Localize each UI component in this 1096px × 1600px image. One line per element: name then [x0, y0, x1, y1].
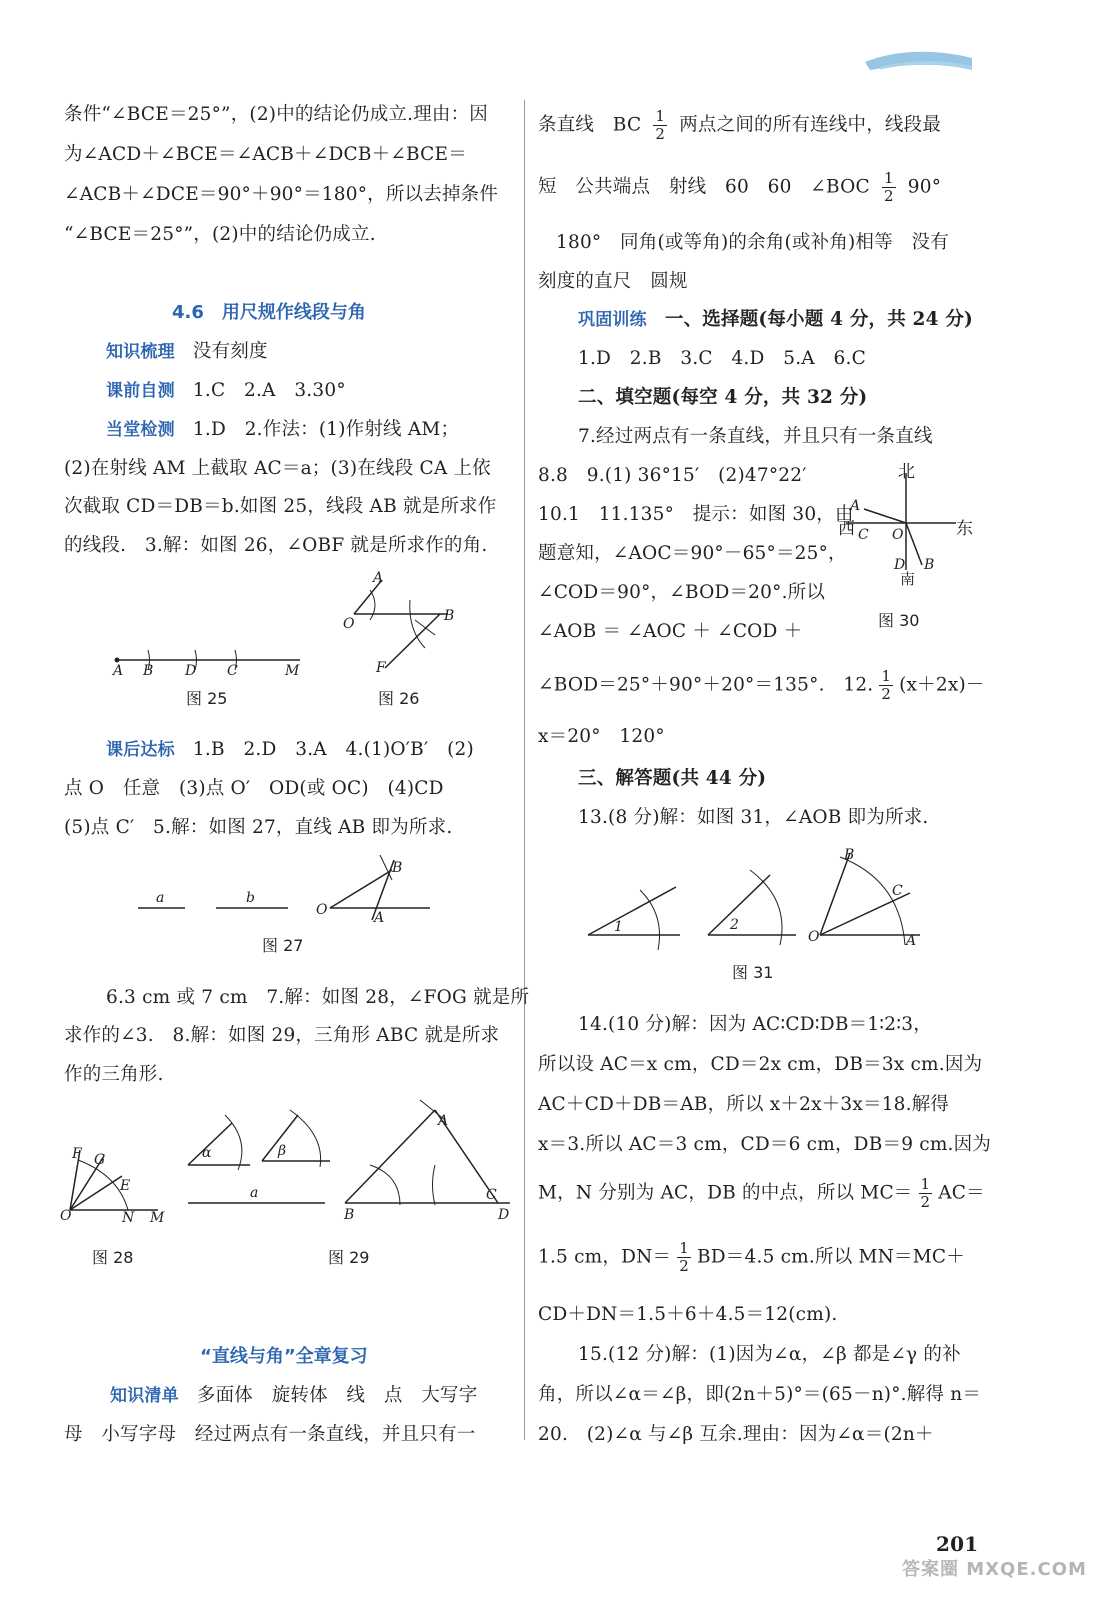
- right-line-23: [538, 1240, 965, 1275]
- figure-28: [58, 1140, 178, 1230]
- fig26-caption: 图 26: [378, 689, 420, 708]
- right-line-16: 三、解答题(共 44 分): [578, 768, 767, 789]
- right-line-6: 1.D 2.B 3.C 4.D 5.A 6.C: [578, 348, 866, 369]
- r14b: (x＋2x)－: [899, 674, 985, 696]
- left-kh-3: (5)点 C′ 5.解：如图 27，直线 AB 即为所求.: [64, 817, 453, 838]
- svg-text:F: F: [376, 660, 386, 676]
- fig29-caption: 图 29: [328, 1248, 370, 1267]
- figure-31: [580, 845, 930, 955]
- frac-4: [919, 1176, 933, 1211]
- left-line-4: “∠BCE＝25°”，(2)中的结论仍成立.: [64, 224, 376, 245]
- frac-1-num: 1: [655, 107, 666, 125]
- zhishi-text: 没有刻度: [192, 341, 268, 362]
- fig27-caption: 图 27: [262, 936, 304, 955]
- svg-text:E: E: [120, 1178, 131, 1194]
- frac-1-den: 2: [655, 125, 666, 143]
- compass-east: 东: [956, 519, 973, 539]
- right-line-8: 7.经过两点有一条直线，并且只有一条直线: [578, 426, 933, 447]
- fig28-caption: 图 28: [92, 1248, 134, 1267]
- zhishi-label: 知识梳理: [106, 342, 175, 362]
- svg-text:O: O: [316, 902, 328, 918]
- frac-3-num: 1: [881, 667, 892, 685]
- kehou-line: [106, 735, 474, 761]
- svg-text:M: M: [150, 1210, 165, 1226]
- svg-text:2: 2: [730, 917, 739, 933]
- svg-text:β: β: [278, 1143, 287, 1159]
- compass-west: 西: [838, 519, 855, 539]
- svg-text:b: b: [246, 890, 255, 906]
- svg-text:A: A: [438, 1113, 449, 1129]
- frac-3-den: 2: [881, 685, 892, 703]
- right-line-18: 14.(10 分)解：因为 AC∶CD∶DB＝1∶2∶3，: [578, 1014, 932, 1035]
- r1a: 条直线 BC: [538, 114, 642, 136]
- right-line-9: 8.8 9.(1) 36°15′ (2)47°22′: [538, 465, 807, 486]
- right-line-7: 二、填空题(每空 4 分，共 32 分): [578, 387, 868, 408]
- frac-2-den: 2: [883, 187, 894, 205]
- right-line-21: x＝3.所以 AC＝3 cm，CD＝6 cm，DB＝9 cm.因为: [538, 1134, 992, 1155]
- right-line-3: 180° 同角(或等角)的余角(或补角)相等 没有: [556, 232, 949, 253]
- frac-1: [653, 108, 667, 143]
- left-dt-3: 次截取 CD＝DB＝b.如图 25，线段 AB 就是所求作: [64, 496, 497, 517]
- dangtang-line: [106, 415, 459, 441]
- gonggu-label: 巩固训练: [578, 310, 647, 330]
- svg-text:C: C: [892, 883, 903, 899]
- left-line-1: 条件“∠BCE＝25°”，(2)中的结论仍成立.理由：因: [64, 104, 488, 125]
- frac-5: [677, 1240, 691, 1275]
- svg-text:A: A: [906, 933, 917, 949]
- review-title: “直线与角”全章复习: [200, 1346, 368, 1367]
- svg-text:B: B: [344, 1207, 355, 1223]
- r23b: BD＝4.5 cm.所以 MN＝MC＋: [696, 1246, 965, 1268]
- zhishi-line: [106, 337, 268, 363]
- left-67b: 求作的∠3. 8.解：如图 29，三角形 ABC 就是所求: [64, 1025, 500, 1046]
- zhishiqingdan-line: [110, 1381, 477, 1407]
- right-line-12: ∠COD＝90°，∠BOD＝20°.所以: [538, 582, 826, 603]
- r1b: 两点之间的所有连线中，线段最: [679, 114, 942, 136]
- svg-text:F: F: [72, 1146, 82, 1162]
- fig30-caption: 图 30: [878, 611, 920, 630]
- right-line-1: [538, 108, 941, 143]
- svg-text:O: O: [892, 527, 904, 543]
- keqian-label: 课前自测: [106, 381, 175, 401]
- svg-text:a: a: [156, 890, 165, 906]
- dangtang-label: 当堂检测: [106, 420, 175, 440]
- right-line-20: AC＋CD＋DB＝AB，所以 x＋2x＋3x＝18.解得: [538, 1094, 950, 1115]
- frac-2-num: 1: [883, 169, 894, 187]
- svg-text:A: A: [850, 498, 861, 514]
- right-line-25: 15.(12 分)解：(1)因为∠α，∠β 都是∠γ 的补: [578, 1344, 961, 1365]
- frac-4-num: 1: [920, 1175, 931, 1193]
- svg-text:1: 1: [614, 919, 623, 935]
- svg-text:C: C: [486, 1187, 497, 1203]
- frac-4-den: 2: [920, 1193, 931, 1211]
- svg-text:A: A: [373, 570, 384, 586]
- svg-text:B: B: [392, 860, 403, 876]
- kehou-label: 课后达标: [106, 740, 175, 760]
- svg-text:C: C: [227, 663, 238, 679]
- figure-25: [110, 640, 310, 680]
- svg-text:O: O: [343, 616, 355, 632]
- keqian-text: 1.C 2.A 3.30°: [192, 380, 346, 401]
- svg-text:α: α: [202, 1145, 212, 1161]
- right-line-27: 20. (2)∠α 与∠β 互余.理由：因为∠α＝(2n＋: [538, 1424, 934, 1445]
- svg-text:D: D: [498, 1207, 510, 1223]
- r14a: ∠BOD＝25°＋90°＋20°＝135°. 12.: [538, 674, 874, 696]
- left-dt-4: 的线段. 3.解：如图 26，∠OBF 就是所求作的角.: [64, 535, 488, 556]
- left-line-2: 为∠ACD＋∠BCE＝∠ACB＋∠DCB＋∠BCE＝: [64, 144, 467, 165]
- left-line-3: ∠ACB＋∠DCE＝90°＋90°＝180°，所以去掉条件: [64, 184, 499, 205]
- svg-text:M: M: [285, 663, 300, 679]
- left-zq-2: 母 小写字母 经过两点有一条直线，并且只有一: [64, 1424, 476, 1445]
- dangtang-text: 1.D 2.作法：(1)作射线 AM；: [192, 419, 460, 440]
- figure-29: [180, 1095, 520, 1225]
- right-line-10: 10.1 11.135° 提示：如图 30，由: [538, 504, 854, 525]
- right-line-26: 角，所以∠α＝∠β，即(2n＋5)°＝(65－n)°.解得 n＝: [538, 1384, 982, 1405]
- r22a: M，N 分别为 AC，DB 的中点，所以 MC＝: [538, 1182, 913, 1204]
- right-line-14: [538, 668, 985, 703]
- svg-text:C: C: [858, 527, 869, 543]
- zhishiqingdan-label: 知识清单: [110, 1386, 179, 1406]
- r22b: AC＝: [938, 1182, 985, 1204]
- gonggu-line: [578, 305, 973, 331]
- svg-text:N: N: [122, 1210, 135, 1226]
- compass-south: 南: [900, 570, 916, 588]
- column-divider: [524, 100, 525, 1440]
- fig31-caption: 图 31: [732, 963, 774, 982]
- left-67a: 6.3 cm 或 7 cm 7.解：如图 28，∠FOG 就是所: [106, 987, 530, 1008]
- gonggu-text: 一、选择题(每小题 4 分，共 24 分): [664, 309, 973, 330]
- section-title: 4.6 用尺规作线段与角: [172, 302, 366, 323]
- right-line-11: 题意知，∠AOC＝90°－65°＝25°，: [538, 543, 847, 564]
- frac-3: [879, 668, 893, 703]
- zhishiqingdan-text: 多面体 旋转体 线 点 大写字: [196, 1385, 478, 1406]
- keqian-line: [106, 376, 346, 402]
- compass-north: 北: [898, 462, 915, 482]
- svg-text:A: A: [374, 910, 385, 926]
- svg-text:O: O: [60, 1208, 72, 1224]
- svg-text:D: D: [894, 557, 906, 573]
- right-line-2: [538, 170, 941, 205]
- right-line-13: ∠AOB ＝ ∠AOC ＋ ∠COD ＋: [538, 621, 803, 642]
- svg-text:D: D: [185, 663, 197, 679]
- left-dt-2: (2)在射线 AM 上截取 AC＝a；(3)在线段 CA 上依: [64, 458, 491, 479]
- right-line-4: 刻度的直尺 圆规: [538, 271, 688, 292]
- svg-text:a: a: [250, 1185, 259, 1201]
- right-line-22: [538, 1176, 985, 1211]
- svg-text:A: A: [113, 663, 124, 679]
- svg-text:B: B: [844, 847, 855, 863]
- frac-5-den: 2: [679, 1257, 689, 1275]
- fig25-caption: 图 25: [186, 689, 228, 708]
- svg-text:O: O: [808, 929, 820, 945]
- page-number: 201: [936, 1532, 979, 1556]
- figure-26: [340, 570, 470, 680]
- frac-2: [882, 170, 896, 205]
- left-kh-2: 点 O 任意 (3)点 O′ OD(或 OC) (4)CD: [64, 778, 444, 799]
- svg-text:B: B: [444, 608, 455, 624]
- svg-text:G: G: [94, 1152, 106, 1168]
- r2a: 短 公共端点 射线 60 60 ∠BOC: [538, 176, 870, 198]
- figure-27: [130, 850, 440, 930]
- right-line-17: 13.(8 分)解：如图 31，∠AOB 即为所求.: [578, 807, 929, 828]
- svg-text:B: B: [143, 663, 154, 679]
- r23a: 1.5 cm，DN＝: [538, 1246, 672, 1268]
- frac-5-num: 1: [679, 1239, 689, 1257]
- right-line-24: CD＋DN＝1.5＋6＋4.5＝12(cm).: [538, 1304, 838, 1325]
- kehou-text: 1.B 2.D 3.A 4.(1)O′B′ (2): [192, 739, 474, 760]
- svg-text:B: B: [924, 557, 935, 573]
- watermark: 答案圈 MXQE.COM: [902, 1559, 1087, 1580]
- right-line-15: x＝20° 120°: [538, 726, 665, 747]
- r2b: 90°: [907, 176, 942, 198]
- right-line-19: 所以设 AC＝x cm，CD＝2x cm，DB＝3x cm.因为: [538, 1054, 983, 1075]
- left-67c: 作的三角形.: [64, 1064, 164, 1085]
- header-wave-decoration: [860, 40, 980, 80]
